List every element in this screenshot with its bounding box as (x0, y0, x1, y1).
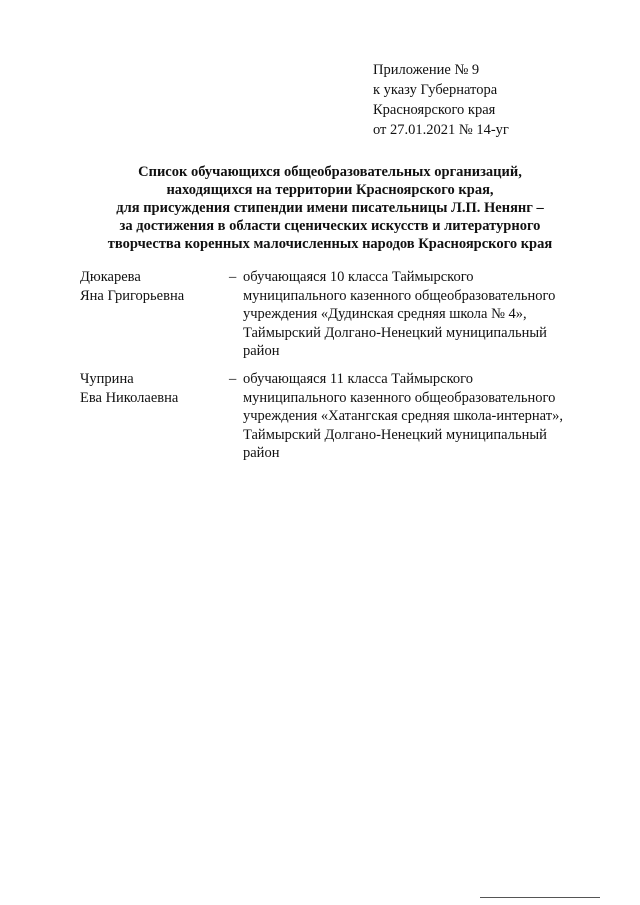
student-given-names: Ева Николаевна (80, 389, 179, 406)
entry-dash: – (229, 371, 237, 387)
description-line: обучающаяся 10 класса Таймырского (243, 269, 474, 285)
student-description (243, 370, 583, 463)
appendix-line: к указу Губернатора (373, 82, 498, 98)
appendix-line: Красноярского края (373, 102, 496, 118)
appendix-line: Приложение № 9 (373, 62, 480, 78)
student-name (80, 268, 220, 305)
appendix-line: от 27.01.2021 № 14-уг (373, 122, 509, 138)
appendix-header (373, 60, 613, 140)
title-line: Список обучающихся общеобразовательных организаций, (138, 164, 522, 180)
description-line: обучающаяся 11 класса Таймырского (243, 371, 473, 387)
document-title (70, 163, 590, 253)
student-name (80, 370, 220, 407)
student-given-names: Яна Григорьевна (80, 287, 185, 304)
description-line: учреждения «Хатангская средняя школа-интернат», (243, 408, 563, 424)
student-surname: Чуприна (80, 371, 134, 387)
description-line: Таймырский Долгано-Ненецкий муниципальный (243, 324, 547, 341)
entry-dash: – (229, 269, 237, 285)
title-line: за достижения в области сценических искусств и литературного (119, 218, 541, 234)
description-line: муниципального казенного общеобразовательного (243, 389, 556, 406)
description-line: муниципального казенного общеобразовательного (243, 287, 556, 304)
description-line: Таймырский Долгано-Ненецкий муниципальный (243, 426, 547, 443)
description-line: район (243, 445, 280, 461)
student-description (243, 268, 583, 361)
title-line: для присуждения стипендии имени писательницы Л.П. Ненянг – (116, 200, 544, 216)
title-line: творчества коренных малочисленных народов Красноярского края (107, 236, 553, 252)
footer-rule (480, 897, 600, 898)
student-surname: Дюкарева (80, 269, 141, 285)
title-line: находящихся на территории Красноярского края, (166, 182, 494, 198)
description-line: район (243, 343, 280, 359)
description-line: учреждения «Дудинская средняя школа № 4», (243, 306, 527, 322)
